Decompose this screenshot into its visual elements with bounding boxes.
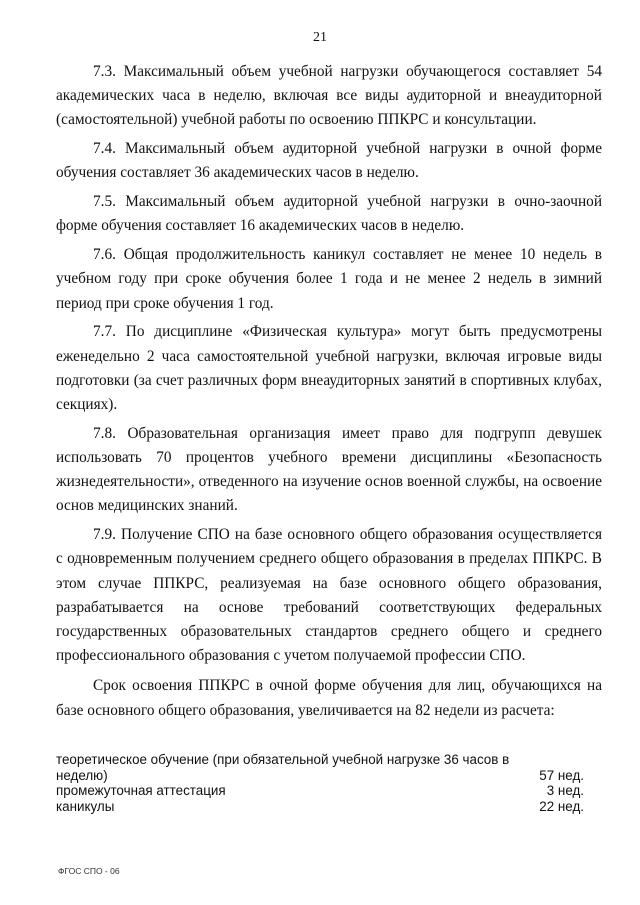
duration-breakdown (56, 752, 584, 814)
breakdown-value: 57 нед. (539, 767, 584, 783)
paragraph-7-8: 7.8. Образовательная организация имеет право для подгрупп девушек использовать 70 процентов учебного времени дисциплины «Безопасность жизнедеятельности», отведенного на изучение основ военной службы, на освоение основ медицинских знаний. (56, 424, 602, 515)
breakdown-label: промежуточная аттестация (56, 783, 226, 798)
breakdown-label: каникулы (56, 798, 115, 814)
breakdown-row-holidays (56, 799, 584, 815)
paragraph-duration-calculation: Срок освоения ППКРС в очной форме обучения для лиц, обучающихся на базе основного общего образования, увеличивается на 82 недели из расчета: (56, 677, 602, 719)
paragraph-7-7: 7.7. По дисциплине «Физическая культура» могут быть предусмотрены еженедельно 2 часа самостоятельной учебной нагрузки, включая игровые виды подготовки (за счет различных форм внеаудиторных занятий в спортивных клубах, секциях). (56, 323, 602, 414)
paragraph-7-3: 7.3. Максимальный объем учебной нагрузки обучающегося составляет 54 академических часа в неделю, включая все виды аудиторной и внеаудиторной (самостоятельной) учебной работы по освоению ППКРС и консультации. (56, 63, 602, 129)
breakdown-value: 22 нед. (539, 798, 584, 814)
breakdown-label: теоретическое обучение (при обязательной учебной нагрузке 36 часов в неделю) (56, 752, 510, 783)
paragraph-7-5: 7.5. Максимальный объем аудиторной учебной нагрузки в очно-заочной форме обучения составляет 16 академических часов в неделю. (56, 193, 602, 235)
document-body (56, 60, 602, 727)
breakdown-value: 3 нед. (546, 783, 584, 798)
paragraph-7-6: 7.6. Общая продолжительность каникул составляет не менее 10 недель в учебном году при сроке обучения более 1 года и не менее 2 недель в зимний период при сроке обучения 1 год. (56, 246, 602, 312)
breakdown-row-theory (56, 752, 584, 783)
document-footer: ФГОС СПО - 06 (58, 866, 120, 876)
paragraph-7-4: 7.4. Максимальный объем аудиторной учебной нагрузки в очной форме обучения составляет 36 академических часов в неделю. (56, 140, 602, 182)
paragraph-7-9: 7.9. Получение СПО на базе основного общего образования осуществляется с одновременным получением среднего общего образования в пределах ППКРС. В этом случае ППКРС, реализуемая на базе основного общего образования, разрабатывается на основе требований соответствующих федеральных государственных образовательных стандартов среднего общего и среднего профессионального образования с учетом получаемой профессии СПО. (56, 526, 602, 665)
breakdown-row-attestation (56, 783, 584, 799)
page-number: 21 (313, 30, 327, 45)
